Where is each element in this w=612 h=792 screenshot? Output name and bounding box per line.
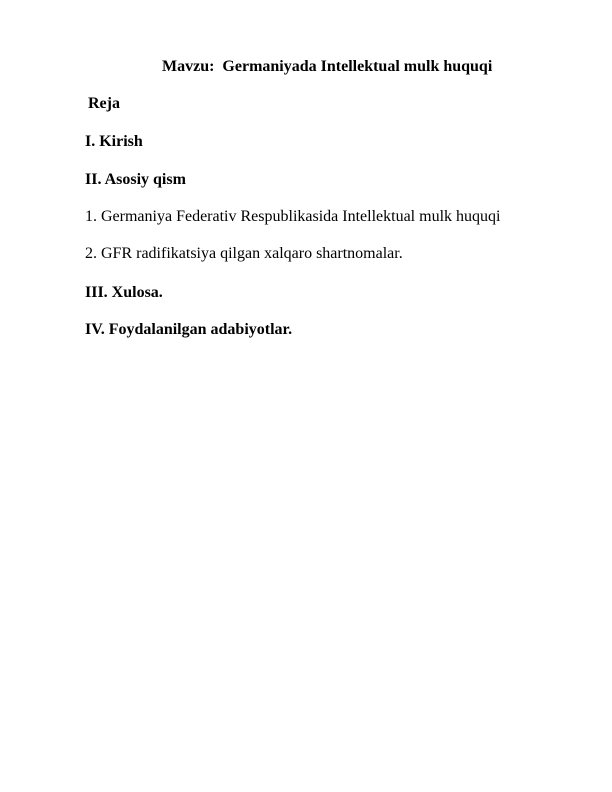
- plan-item-conclusion: III. Xulosa.: [85, 284, 163, 301]
- plan-item-introduction: I. Kirish: [85, 133, 143, 150]
- plan-item-main-part: II. Asosiy qism: [85, 171, 186, 188]
- document-title: Mavzu: Germaniyada Intellektual mulk huquqi: [162, 58, 493, 75]
- plan-item-references: IV. Foydalanilgan adabiyotlar.: [85, 321, 293, 338]
- plan-heading: Reja: [88, 95, 120, 112]
- plan-subitem-1: 1. Germaniya Federativ Respublikasida Intellektual mulk huquqi: [85, 208, 501, 225]
- plan-subitem-2: 2. GFR radifikatsiya qilgan xalqaro shartnomalar.: [85, 245, 403, 262]
